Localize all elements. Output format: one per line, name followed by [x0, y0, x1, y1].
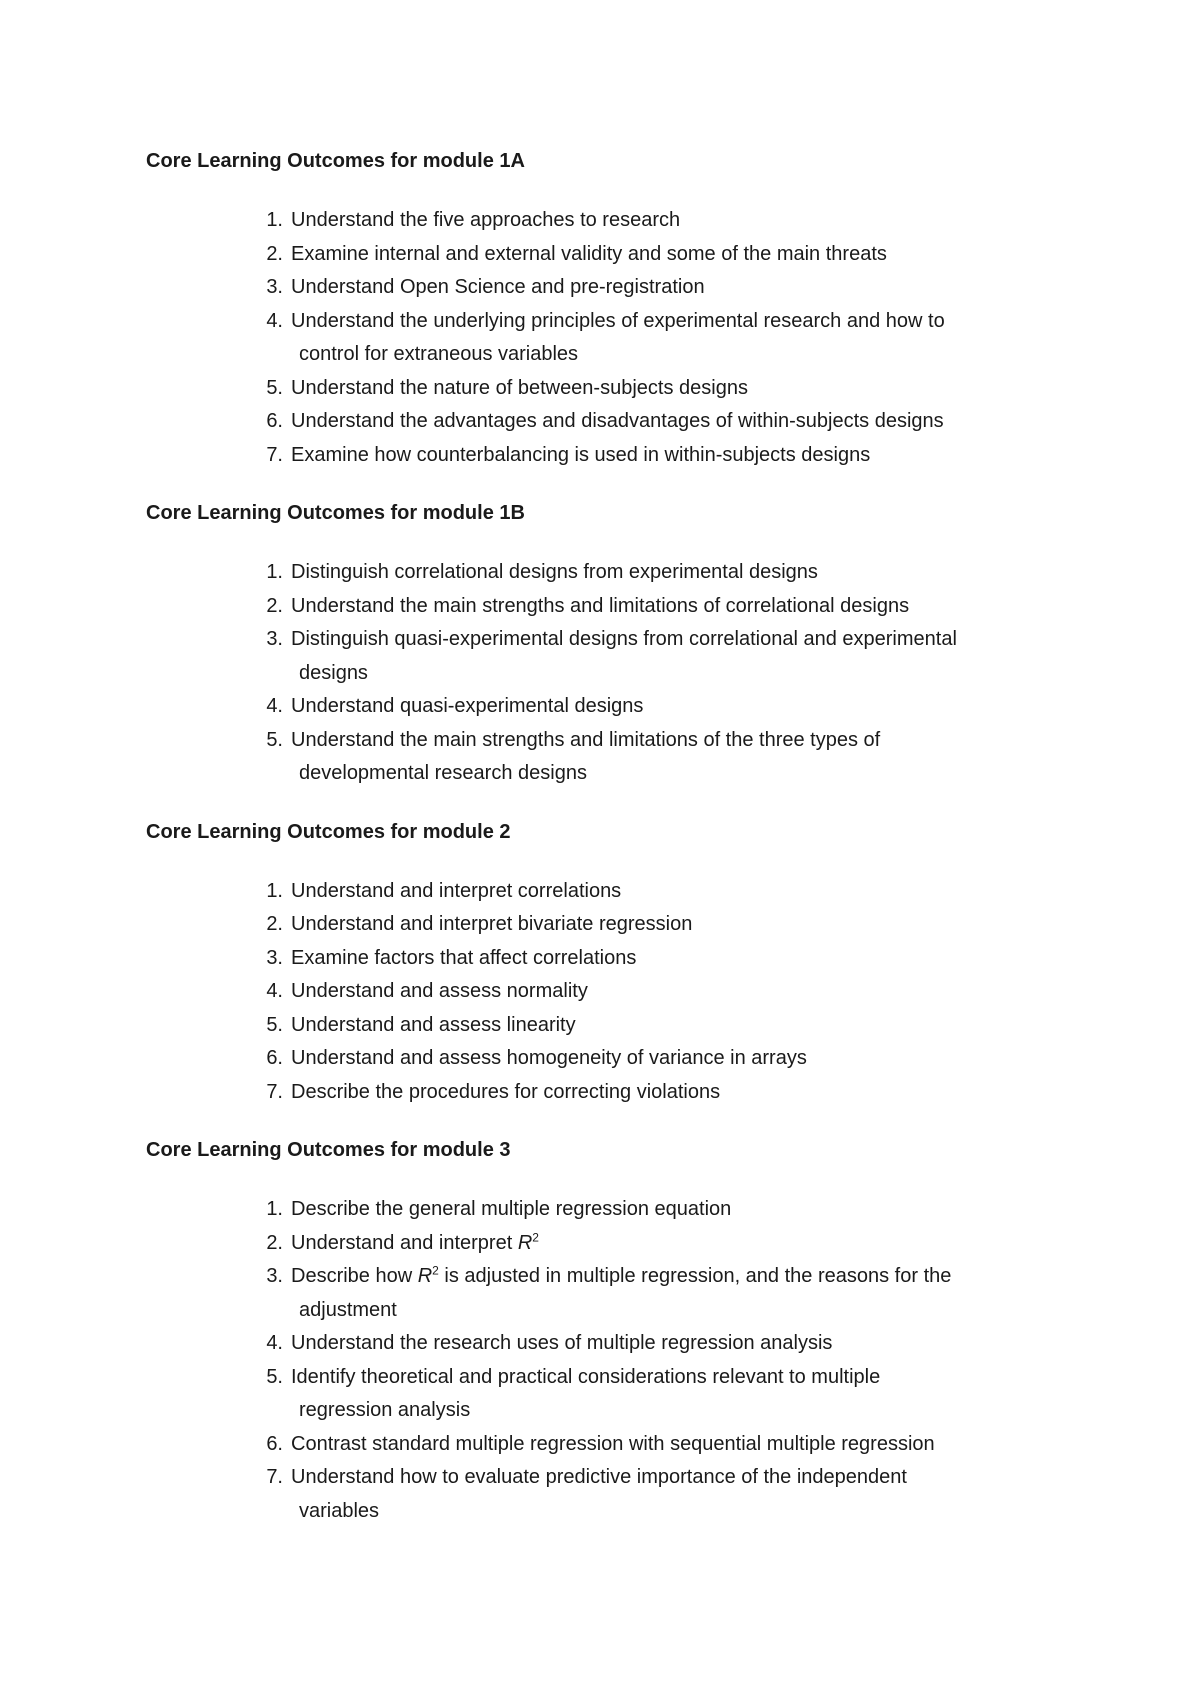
outcome-text — [291, 405, 1066, 439]
outcome-line: Understand the advantages and disadvantages of within-subjects designs — [291, 410, 944, 432]
outcome-text — [291, 238, 1066, 272]
outcome-number: 4. — [266, 1332, 283, 1354]
outcome-number: 5. — [266, 1013, 283, 1036]
outcome-text — [291, 623, 1066, 690]
outcome-text — [291, 1076, 1066, 1110]
outcome-item — [146, 1009, 1066, 1043]
outcome-item — [146, 690, 1066, 724]
outcome-line-continued: control for extraneous variables — [299, 343, 579, 365]
outcome-number: 4. — [266, 695, 283, 717]
outcome-line: Examine factors that affect correlations — [291, 946, 637, 969]
outcome-item — [146, 724, 1066, 791]
outcome-text-pre: Understand and interpret — [291, 1231, 518, 1254]
outcomes-list — [146, 204, 1066, 472]
outcome-number: 2. — [266, 594, 283, 617]
outcome-number: 3. — [266, 946, 283, 969]
outcome-number: 2. — [266, 1231, 283, 1254]
outcome-text — [291, 1461, 1066, 1528]
outcome-item — [146, 1193, 1066, 1227]
outcome-item — [146, 556, 1066, 590]
outcome-line: Understand and assess linearity — [291, 1013, 576, 1036]
outcome-line: Identify theoretical and practical considerations relevant to multiple — [291, 1365, 881, 1388]
r-squared-exponent: 2 — [432, 1263, 439, 1278]
outcome-text — [291, 724, 1066, 791]
outcome-line: Understand the underlying principles of experimental research and how to — [291, 309, 945, 332]
outcome-line: Understand how to evaluate predictive importance of the independent — [291, 1466, 907, 1488]
module-heading: Core Learning Outcomes for module 3 — [146, 1139, 511, 1161]
outcome-item — [146, 439, 1066, 473]
r-squared-variable: R — [417, 1265, 433, 1287]
outcome-text — [291, 975, 1066, 1009]
outcome-number: 6. — [266, 1047, 283, 1069]
outcome-number: 4. — [266, 309, 283, 332]
outcome-number: 7. — [266, 443, 283, 466]
outcome-line-continued: developmental research designs — [299, 762, 587, 784]
outcome-item — [146, 1327, 1066, 1361]
outcome-line: Examine internal and external validity and some of the main threats — [291, 242, 887, 265]
outcome-text — [291, 875, 1066, 909]
outcome-number: 3. — [266, 276, 283, 298]
outcome-item — [146, 975, 1066, 1009]
outcome-text — [291, 1227, 1066, 1261]
module-section — [146, 1137, 1066, 1528]
outcome-item — [146, 875, 1066, 909]
outcome-line — [291, 1229, 539, 1254]
outcome-item — [146, 1361, 1066, 1428]
outcome-line: Understand the nature of between-subjects designs — [291, 376, 748, 399]
outcome-text — [291, 372, 1066, 406]
outcome-text — [291, 271, 1066, 305]
module-section — [146, 148, 1066, 472]
outcome-item — [146, 1260, 1066, 1327]
outcome-item — [146, 623, 1066, 690]
module-heading: Core Learning Outcomes for module 2 — [146, 820, 511, 843]
outcome-line-continued: regression analysis — [299, 1399, 471, 1421]
outcome-item — [146, 372, 1066, 406]
outcome-number: 5. — [266, 376, 283, 399]
outcome-line-continued: adjustment — [299, 1298, 397, 1321]
outcome-text — [291, 942, 1066, 976]
outcome-text — [291, 204, 1066, 238]
outcome-text — [291, 1042, 1066, 1076]
outcome-number: 7. — [266, 1466, 283, 1488]
outcome-line: Understand the main strengths and limitations of correlational designs — [291, 594, 910, 617]
outcome-item — [146, 1227, 1066, 1261]
outcome-text — [291, 1193, 1066, 1227]
document-page — [146, 148, 1066, 1556]
outcome-item — [146, 1076, 1066, 1110]
outcomes-list — [146, 1193, 1066, 1528]
outcome-line: Understand and assess normality — [291, 980, 588, 1002]
outcome-item — [146, 204, 1066, 238]
outcome-number: 3. — [266, 1265, 283, 1287]
outcome-text — [291, 908, 1066, 942]
outcome-text-pre: Describe how — [291, 1265, 418, 1287]
outcome-item — [146, 942, 1066, 976]
outcome-line: Understand and interpret bivariate regression — [291, 913, 693, 935]
outcome-item — [146, 908, 1066, 942]
outcome-line: Describe the general multiple regression equation — [291, 1198, 732, 1220]
outcome-text — [291, 1428, 1066, 1462]
outcome-number: 1. — [266, 1198, 283, 1220]
outcome-text — [291, 556, 1066, 590]
outcome-line-continued: variables — [299, 1499, 380, 1522]
outcome-text — [291, 439, 1066, 473]
outcome-number: 5. — [266, 1365, 283, 1388]
outcome-item — [146, 305, 1066, 372]
outcome-line — [291, 1265, 951, 1287]
outcome-number: 1. — [266, 209, 283, 231]
outcome-line: Understand the research uses of multiple regression analysis — [291, 1332, 833, 1354]
outcome-text — [291, 590, 1066, 624]
outcome-item — [146, 238, 1066, 272]
outcome-number: 5. — [266, 728, 283, 751]
outcome-item — [146, 1461, 1066, 1528]
outcome-line: Understand the main strengths and limitations of the three types of — [291, 728, 881, 751]
r-squared-variable: R — [517, 1231, 533, 1254]
outcome-text — [291, 690, 1066, 724]
outcome-number: 1. — [266, 561, 283, 583]
outcome-line: Distinguish correlational designs from experimental designs — [291, 561, 818, 583]
module-section — [146, 500, 1066, 791]
outcome-number: 6. — [266, 1432, 283, 1455]
outcome-line: Contrast standard multiple regression with sequential multiple regression — [291, 1432, 935, 1455]
outcome-text — [291, 305, 1066, 372]
outcome-number: 4. — [266, 980, 283, 1002]
outcome-item — [146, 1042, 1066, 1076]
outcome-text — [291, 1260, 1066, 1327]
outcome-number: 2. — [266, 913, 283, 935]
outcome-text — [291, 1327, 1066, 1361]
outcome-line: Examine how counterbalancing is used in within-subjects designs — [291, 443, 871, 466]
outcome-item — [146, 405, 1066, 439]
outcome-line: Understand Open Science and pre-registration — [291, 276, 705, 298]
outcome-text-post: is adjusted in multiple regression, and the reasons for the — [438, 1265, 952, 1287]
module-heading: Core Learning Outcomes for module 1A — [146, 150, 525, 172]
outcome-number: 3. — [266, 628, 283, 650]
outcome-line: Understand and interpret correlations — [291, 879, 622, 902]
outcome-number: 7. — [266, 1080, 283, 1103]
outcome-text — [291, 1361, 1066, 1428]
outcome-number: 1. — [266, 879, 283, 902]
outcome-line: Describe the procedures for correcting violations — [291, 1080, 721, 1103]
outcome-number: 2. — [266, 242, 283, 265]
outcome-item — [146, 1428, 1066, 1462]
r-squared-exponent: 2 — [532, 1229, 539, 1244]
outcome-item — [146, 590, 1066, 624]
module-heading: Core Learning Outcomes for module 1B — [146, 502, 525, 524]
outcome-text — [291, 1009, 1066, 1043]
outcome-line: Distinguish quasi-experimental designs from correlational and experimental — [291, 628, 957, 650]
module-section — [146, 819, 1066, 1110]
outcome-line-continued: designs — [299, 661, 368, 684]
outcome-number: 6. — [266, 410, 283, 432]
outcomes-list — [146, 875, 1066, 1110]
outcome-line: Understand the five approaches to research — [291, 209, 681, 231]
outcome-item — [146, 271, 1066, 305]
outcome-line: Understand and assess homogeneity of variance in arrays — [291, 1047, 807, 1069]
outcomes-list — [146, 556, 1066, 791]
outcome-line: Understand quasi-experimental designs — [291, 695, 644, 717]
